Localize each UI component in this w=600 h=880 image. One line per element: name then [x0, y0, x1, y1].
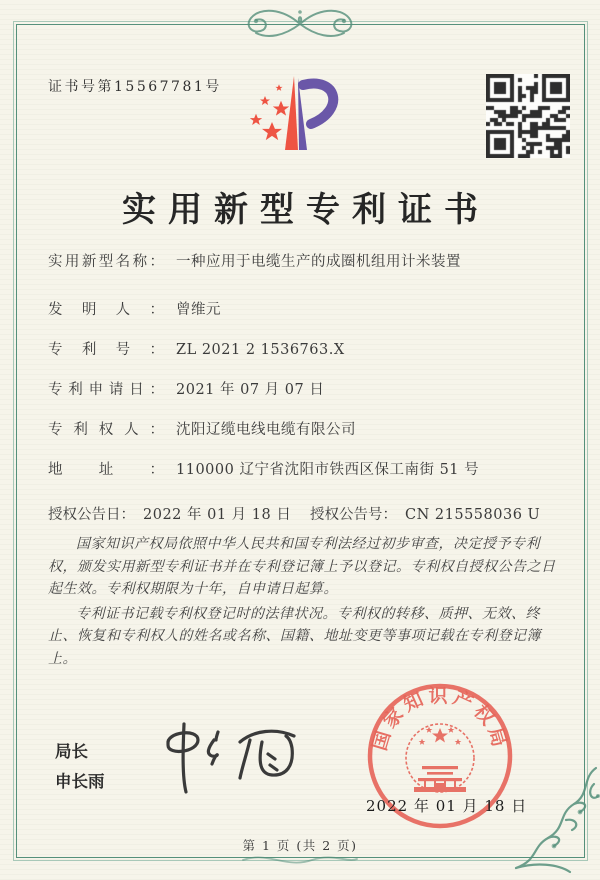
field-label: 实用新型名称： — [48, 254, 164, 270]
grant-no-pair — [310, 503, 560, 527]
grant-no-label: 授权公告号： — [310, 507, 397, 523]
handwritten-signature — [148, 718, 328, 798]
page-number: 第 1 页 (共 2 页) — [242, 838, 358, 853]
grant-row — [48, 503, 560, 527]
signer-title: 局长 — [55, 742, 88, 761]
field-value: 110000 辽宁省沈阳市铁西区保工南街 51 号 — [176, 462, 480, 478]
field-value: ZL 2021 2 1536763.X — [176, 342, 345, 358]
cnipa-logo-icon — [232, 60, 368, 168]
certificate-fields — [48, 250, 560, 527]
seal-text: 国家知识产权局 — [368, 685, 512, 754]
grant-date-pair — [48, 503, 310, 527]
field-label: 专利申请日： — [48, 382, 164, 398]
national-emblem-icon — [406, 724, 474, 792]
field-value: 曾维元 — [176, 302, 221, 318]
seal-date: 2022 年 01 月 18 日 — [366, 797, 528, 815]
legal-paragraph-2: 专利证书记载专利权登记时的法律状况。专利权的转移、质押、无效、终止、恢复和专利权人的姓名或名称、国籍、地址变更等事项记载在专利登记簿上。 — [48, 605, 541, 667]
legal-paragraphs — [48, 533, 560, 672]
certificate-title: 实用新型专利证书 — [122, 190, 490, 230]
legal-paragraph-1: 国家知识产权局依照中华人民共和国专利法经过初步审查，决定授予专利权，颁发实用新型专利证书并在专利登记簿上予以登记。专利权自授权公告之日起生效。专利权期限为十年，自申请日起算。 — [48, 536, 556, 597]
field-row-name — [48, 250, 560, 274]
certificate-number: 证书号第15567781号 — [48, 79, 222, 95]
svg-text:国家知识产权局 — [369, 684, 512, 753]
field-label: 专利权人： — [48, 422, 164, 438]
field-label: 专利号： — [48, 342, 164, 358]
grant-date-value: 2022 年 01 月 18 日 — [143, 507, 292, 523]
field-row-patent-no — [48, 338, 560, 362]
qr-code — [486, 74, 570, 158]
field-label: 发明人： — [48, 302, 164, 318]
field-row-patentee — [48, 418, 560, 442]
field-row-address — [48, 458, 560, 482]
grant-date-label: 授权公告日： — [48, 507, 135, 523]
field-label: 地址： — [48, 462, 164, 478]
signer-name: 申长雨 — [55, 772, 105, 791]
field-row-inventor — [48, 298, 560, 322]
field-value: 沈阳辽缆电线电缆有限公司 — [176, 422, 356, 438]
signer-block — [55, 737, 105, 797]
grant-no-value: CN 215558036 U — [405, 507, 541, 523]
field-value: 一种应用于电缆生产的成圈机组用计米装置 — [176, 254, 461, 270]
field-row-filing-date — [48, 378, 560, 402]
field-value: 2021 年 07 月 07 日 — [176, 382, 325, 398]
